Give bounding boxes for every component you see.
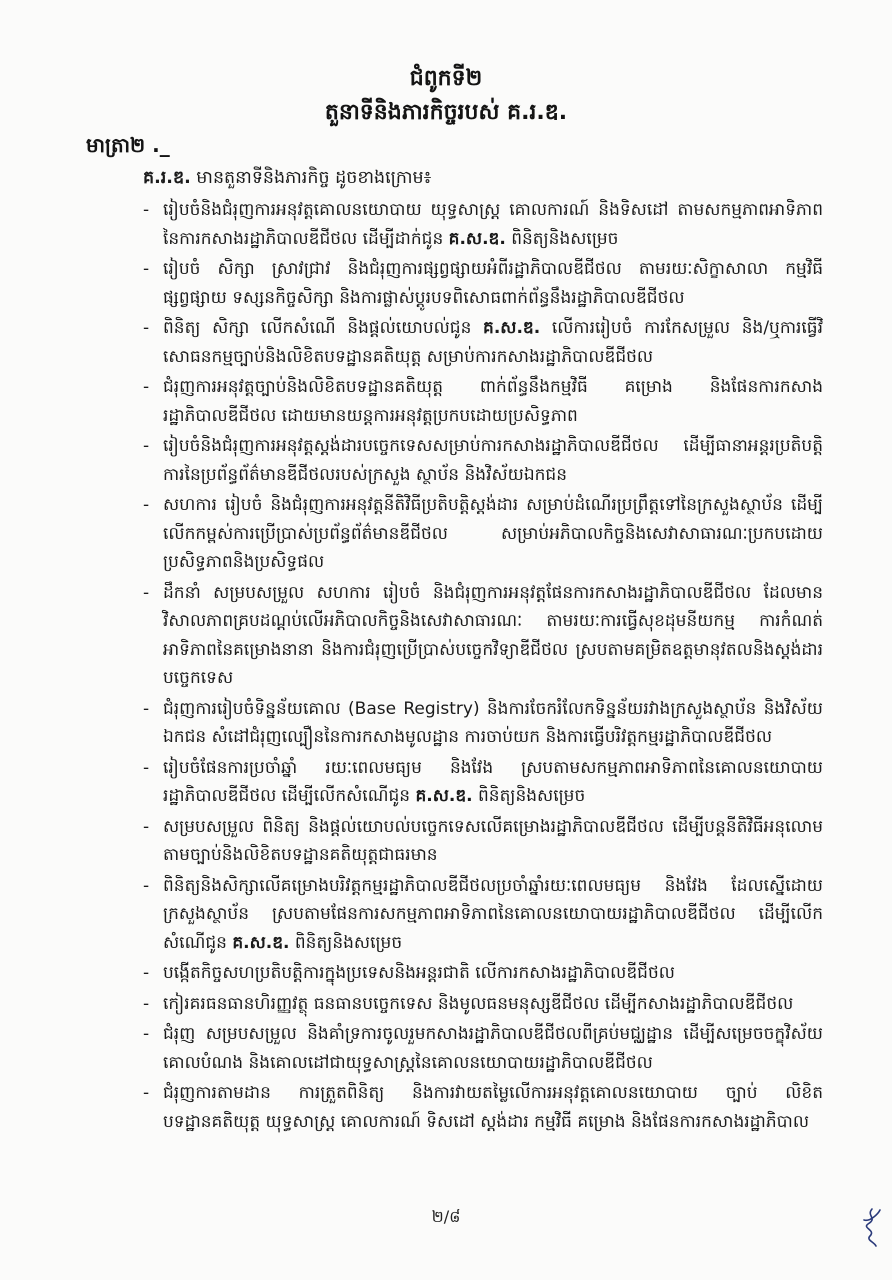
chapter-number: ជំពូកទី២ <box>409 66 483 91</box>
duty-item <box>143 1020 823 1077</box>
duty-text: ជំរុញការតាមដាន ការត្រួតពិនិត្យ និងការវាយតម្លៃលើការអនុវត្តគោលនយោបាយ ច្បាប់ លិខិតបទដ្ឋានគតិយុត្ត យុទ្ធសាស្ត្រ គោលការណ៍ ទិសដៅ ស្តង់ដារ កម្មវិធី គម្រោង និងផែនការកសាងរដ្ឋាភិបាល <box>163 1083 823 1132</box>
list-dash: - <box>143 875 150 896</box>
signature-initials <box>858 1206 884 1250</box>
duty-text: សម្របសម្រួល ពិនិត្យ និងផ្តល់យោបល់បច្ចេកទេសលើគម្រោងរដ្ឋាភិបាលឌីជីថល ដើម្បីបន្តនីតិវិធីអនុលោមតាមច្បាប់និងលិខិតបទដ្ឋានគតិយុត្តជាធរមាន <box>163 816 823 865</box>
list-dash: - <box>143 495 150 515</box>
duty-tail: ពិនិត្យនិងសម្រេច <box>289 932 403 953</box>
duty-text: កៀរគរធនធានហិរញ្ញវត្ថុ ធនធានបច្ចេកទេស និងមូលធនមនុស្សឌីជីថល ដើម្បីកសាងរដ្ឋាភិបាលឌីជីថល <box>163 993 794 1014</box>
list-dash: - <box>143 816 150 837</box>
duty-text: រៀបចំ សិក្សា ស្រាវជ្រាវ និងជំរុញការផ្សព្វផ្សាយអំពីរដ្ឋាភិបាលឌីជីថល តាមរយៈសិក្ខាសាលា កម្មវិធីផ្សព្វផ្សាយ ទស្សនកិច្ចសិក្សា និងការផ្លាស់ប្តូរបទពិសោធពាក់ព័ន្ធនឹងរដ្ឋាភិបាលឌីជីថល <box>163 259 823 308</box>
duty-text: ជំរុញការរៀបចំទិន្នន័យគោល (Base Registry) និងការចែករំលែកទិន្នន័យរវាងក្រសួងស្ថាប័ន និងវិស័យឯកជន សំដៅជំរុញល្បឿននៃការកសាងមូលដ្ឋាន ការចាប់យក និងការធ្វើបរិវត្តកម្មរដ្ឋាភិបាលឌីជីថល <box>163 698 823 747</box>
list-dash: - <box>143 582 150 603</box>
chapter-heading <box>0 62 892 130</box>
chapter-title: តួនាទីនិងភារកិច្ចរបស់ គ.រ.ឌ. <box>324 100 568 125</box>
list-dash: - <box>143 993 150 1014</box>
list-dash: - <box>143 436 150 456</box>
duty-item <box>143 1079 823 1136</box>
duty-text: ជំរុញ សម្របសម្រួល និងគាំទ្រការចូលរួមកសាងរដ្ឋាភិបាលឌីជីថលពីគ្រប់មជ្ឈដ្ឋាន ដើម្បីសម្រេចចក្ខុវិស័យ គោលបំណង និងគោលដៅជាយុទ្ធសាស្ត្រនៃគោលនយោបាយរដ្ឋាភិបាលឌីជីថល <box>163 1024 823 1073</box>
duty-item <box>143 872 823 958</box>
duty-text: រៀបចំផែនការប្រចាំឆ្នាំ រយៈពេលមធ្យម និងវែង ស្របតាមសកម្មភាពអាទិភាពនៃគោលនយោបាយរដ្ឋាភិបាលឌីជីថល ដើម្បីលើកសំណើជូន <box>163 757 823 806</box>
duty-text: សហការ រៀបចំ និងជំរុញការអនុវត្តនីតិវិធីប្រតិបត្តិស្តង់ដារ សម្រាប់ដំណើរប្រព្រឹត្តទៅនៃក្រសួងស្ថាប័ន ដើម្បីលើកកម្ពស់ការប្រើប្រាស់ប្រព័ន្ធព័ត៌មានឌីជីថល សម្រាប់អភិបាលកិច្ចនិងសេវាសាធារណៈប្រកបដោយប្រសិទ្ធភាពនិងប្រសិទ្ធផល <box>163 495 823 572</box>
list-dash: - <box>143 1024 150 1044</box>
duty-item <box>143 196 823 253</box>
duty-item <box>143 990 823 1019</box>
page-number: ២/៨ <box>431 1207 461 1226</box>
list-dash: - <box>143 1083 150 1103</box>
duty-abbreviation: គ.ស.ឌ. <box>448 228 506 249</box>
list-dash: - <box>143 200 150 220</box>
duty-text: ជំរុញការអនុវត្តច្បាប់និងលិខិតបទដ្ឋានគតិយុត្ត ពាក់ព័ន្ធនឹងកម្មវិធី គម្រោង និងផែនការកសាងរដ្ឋាភិបាលឌីជីថល ដោយមានយន្តការអនុវត្តប្រកបដោយប្រសិទ្ធភាព <box>163 377 823 426</box>
article-label: មាត្រា២ ._ <box>86 133 170 157</box>
duty-abbreviation: គ.ស.ឌ. <box>232 932 290 953</box>
duty-text: រៀបចំនិងជំរុញការអនុវត្តគោលនយោបាយ យុទ្ធសាស្ត្រ គោលការណ៍ និងទិសដៅ តាមសកម្មភាពអាទិភាព នៃការកសាងរដ្ឋាភិបាលឌីជីថល ដើម្បីដាក់ជូន <box>163 200 823 249</box>
list-dash: - <box>143 377 150 397</box>
duty-item <box>143 695 823 752</box>
duty-tail: ពិនិត្យនិងសម្រេច <box>472 786 586 806</box>
duty-item <box>143 754 823 811</box>
list-dash: - <box>143 259 150 279</box>
duty-text: បង្កើតកិច្ចសហប្រតិបត្តិការក្នុងប្រទេសនិងអន្តរជាតិ លើការកសាងរដ្ឋាភិបាលឌីជីថល <box>163 963 675 983</box>
duty-item <box>143 959 823 988</box>
duty-item <box>143 255 823 312</box>
duty-text: ដឹកនាំ សម្របសម្រួល សហការ រៀបចំ និងជំរុញការអនុវត្តផែនការកសាងរដ្ឋាភិបាលឌីជីថល ដែលមានវិសាលភាពគ្របដណ្តប់លើអភិបាលកិច្ចនិងសេវាសាធារណៈ តាមរយៈការធ្វើសុខដុមនីយកម្ម ការកំណត់អាទិភាពនៃគម្រោងនានា និងការជំរុញប្រើប្រាស់បច្ចេកវិទ្យាឌីជីថល ស្របតាមគម្រិតឧត្តមានុវតលនិងស្តង់ដារបច្ចេកទេស <box>163 582 823 688</box>
duty-item <box>143 432 823 489</box>
duty-text: ពិនិត្យនិងសិក្សាលើគម្រោងបរិវត្តកម្មរដ្ឋាភិបាលឌីជីថលប្រចាំឆ្នាំរយៈពេលមធ្យម និងវែង ដែលស្នើដោយក្រសួងស្ថាប័ន ស្របតាមផែនការសកម្មភាពអាទិភាពនៃគោលនយោបាយរដ្ឋាភិបាលឌីជីថល ដើម្បីលើកសំណើជូន <box>163 875 823 953</box>
duty-item <box>143 373 823 430</box>
list-dash: - <box>143 698 150 719</box>
duty-abbreviation: គ.ស.ឌ. <box>415 786 473 806</box>
duty-text: រៀបចំនិងជំរុញការអនុវត្តស្តង់ដារបច្ចេកទេសសម្រាប់ការកសាងរដ្ឋាភិបាលឌីជីថល ដើម្បីធានាអន្តរប្រតិបត្តិការនៃប្រព័ន្ធព័ត៌មានឌីជីថលរបស់ក្រសួង ស្ថាប័ន និងវិស័យឯកជន <box>163 436 823 485</box>
duty-tail: ពិនិត្យនិងសម្រេច <box>505 228 619 249</box>
duty-item <box>143 579 823 693</box>
duty-abbreviation: គ.ស.ឌ. <box>483 318 541 338</box>
duty-text: ពិនិត្យ សិក្សា លើកសំណើ និងផ្តល់យោបល់ជូន <box>163 318 484 338</box>
list-dash: - <box>143 963 150 983</box>
duty-tail: លើការរៀបចំ ការកែសម្រួល និង/ឬការធ្វើវិសោធនកម្មច្បាប់និងលិខិតបទដ្ឋានគតិយុត្ត សម្រាប់ការកសាងរដ្ឋាភិបាលឌីជីថល <box>163 318 823 367</box>
intro-abbreviation: គ.រ.ឌ. <box>143 168 191 188</box>
list-dash: - <box>143 318 150 338</box>
intro-text: មានតួនាទីនិងភារកិច្ច ដូចខាងក្រោម៖ <box>190 168 432 188</box>
duty-item <box>143 813 823 870</box>
duties-list <box>143 196 823 1138</box>
duty-item <box>143 314 823 371</box>
intro-line <box>143 164 431 192</box>
list-dash: - <box>143 757 150 778</box>
duty-item <box>143 491 823 577</box>
